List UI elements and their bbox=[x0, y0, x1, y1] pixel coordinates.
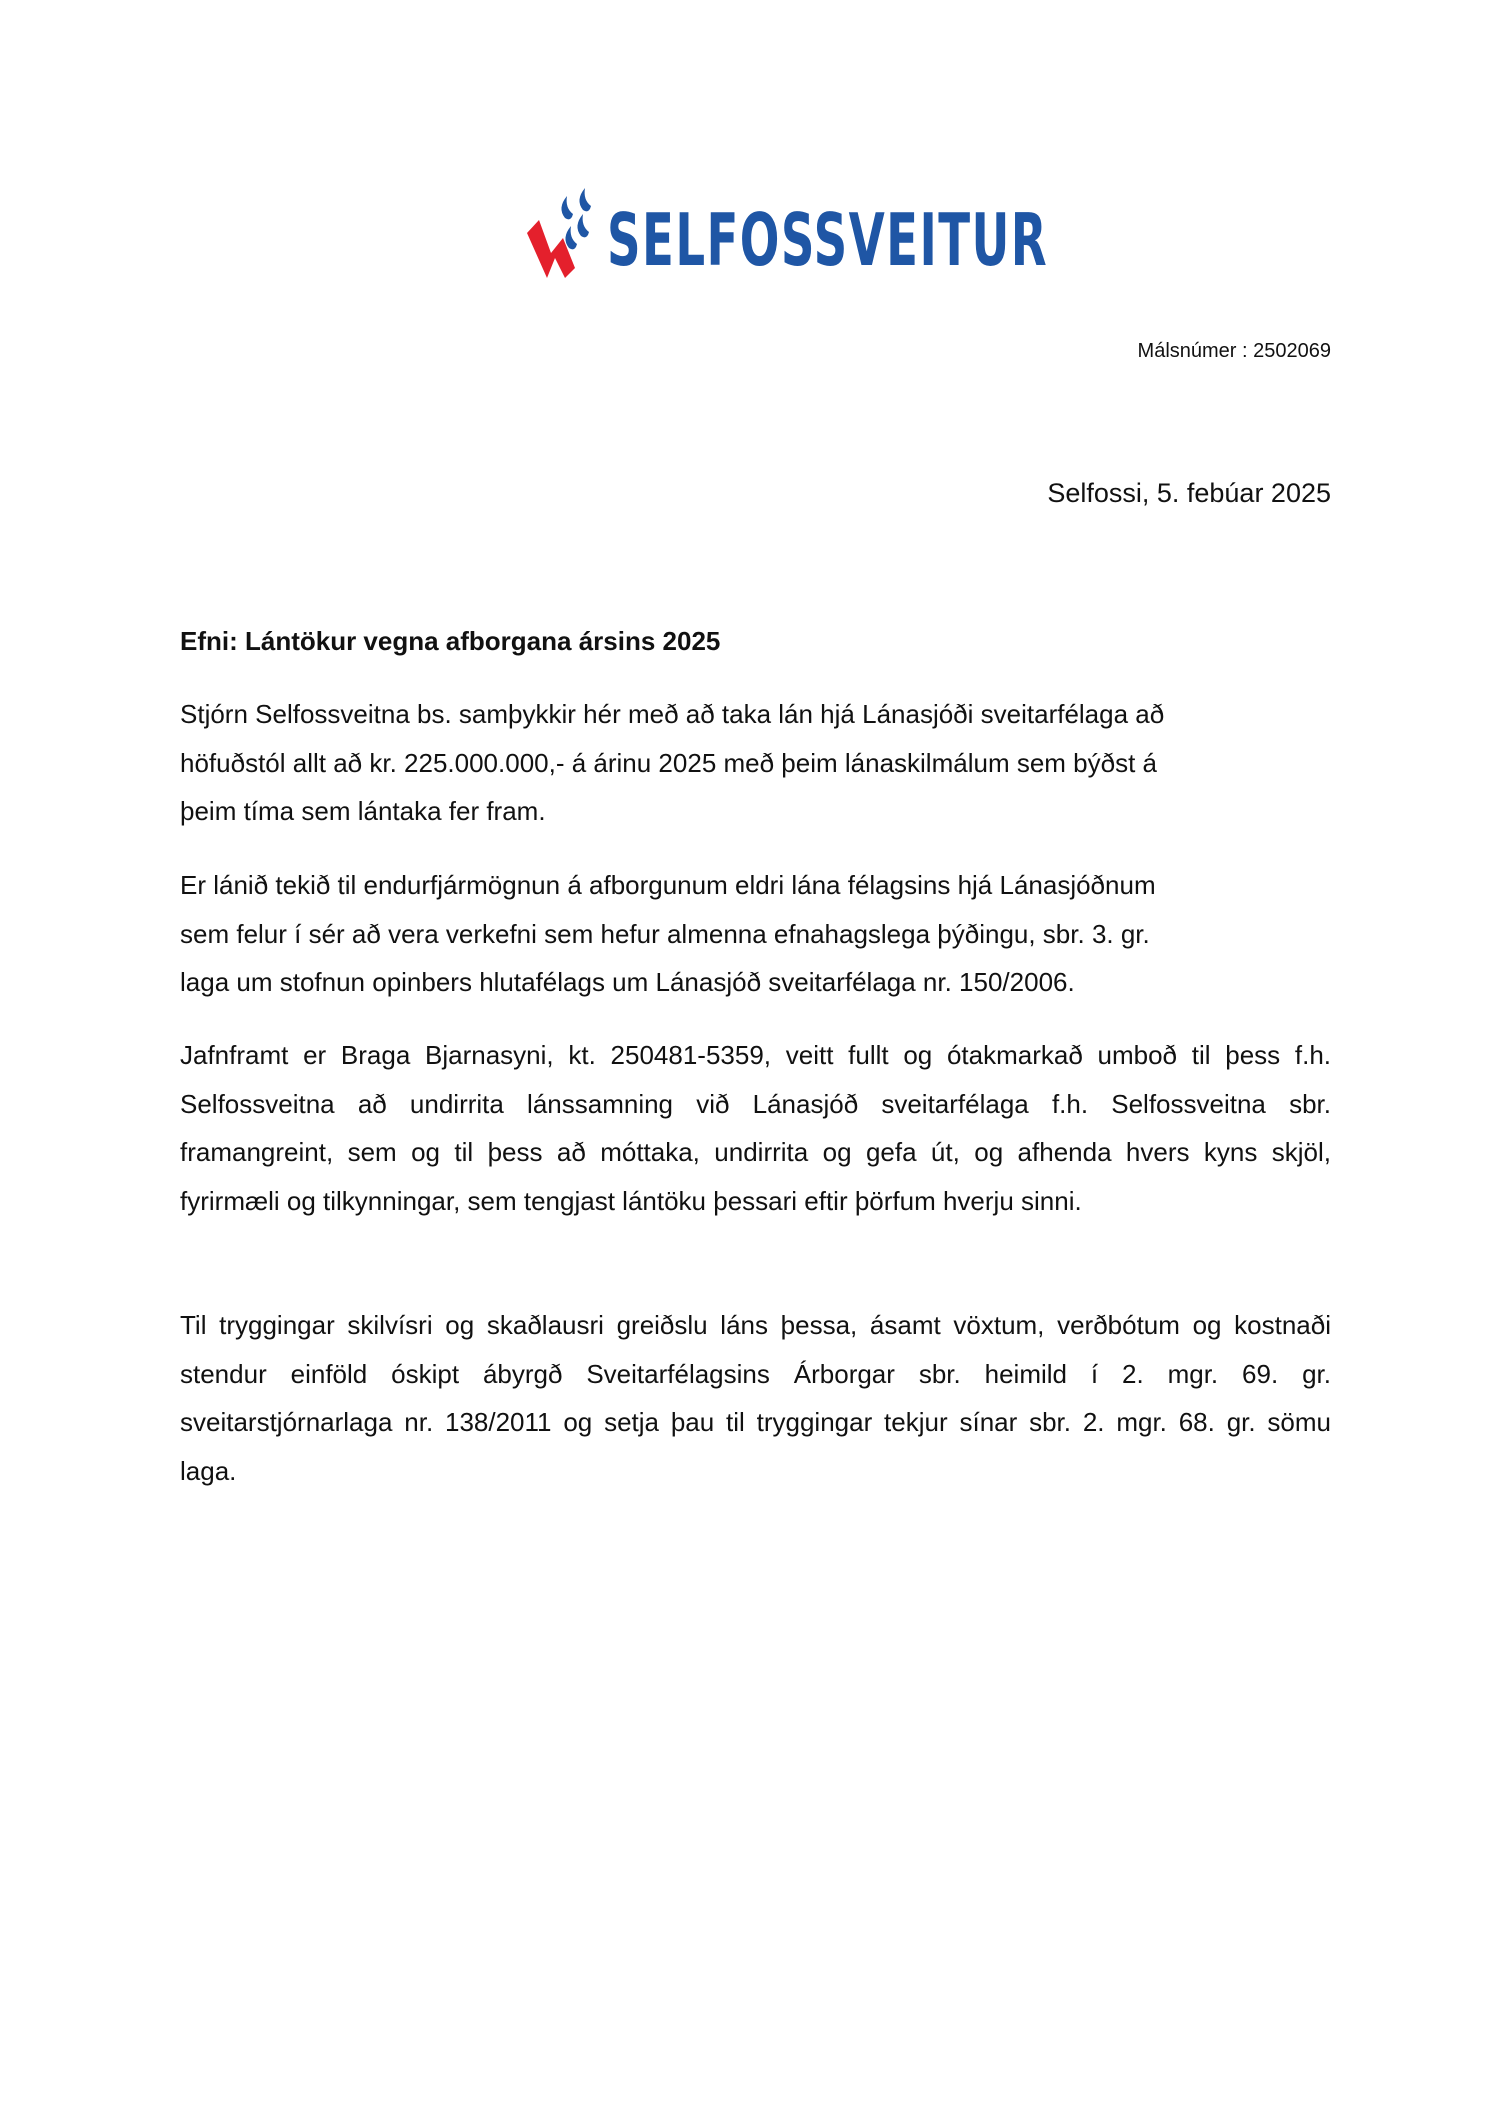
case-number: Málsnúmer : 2502069 bbox=[1137, 340, 1331, 362]
subject-heading: Efni: Lántökur vegna afborgana ársins 2025 bbox=[180, 626, 721, 656]
letter-date: Selfossi, 5. febúar 2025 bbox=[1047, 478, 1331, 508]
text-line: höfuðstól allt að kr. 225.000.000,- á árinu 2025 með þeim lánaskilmálum sem býðst á bbox=[180, 747, 1157, 778]
paragraph-2 bbox=[180, 861, 1331, 1007]
text-line: Til tryggingar skilvísri og skaðlausri greiðslu láns þessa, ásamt vöxtum, verðbótum og kostnaði bbox=[180, 1310, 1331, 1340]
text-line: laga um stofnun opinbers hlutafélags um Lánasjóð sveitarfélaga nr. 150/2006. bbox=[180, 967, 1075, 997]
selfossveitur-logo bbox=[525, 178, 1049, 298]
text-line: Jafnframt er Braga Bjarnasyni, kt. 250481-5359, veitt fullt og ótakmarkað umboð til þess f.h. bbox=[180, 1040, 1331, 1070]
text-line: sem felur í sér að vera verkefni sem hefur almenna efnahagslega þýðingu, sbr. 3. gr. bbox=[180, 918, 1150, 949]
text-line: Stjórn Selfossveitna bs. samþykkir hér með að taka lán hjá Lánasjóði sveitarfélaga að bbox=[180, 699, 1165, 729]
paragraph-4 bbox=[180, 1301, 1331, 1495]
text-line: Er lánið tekið til endurfjármögnun á afborgunum eldri lána félagsins hjá Lánasjóðnum bbox=[180, 870, 1156, 900]
paragraph-3 bbox=[180, 1031, 1331, 1225]
text-line: stendur einföld óskipt ábyrgð Sveitarfélagsins Árborgar sbr. heimild í 2. mgr. 69. gr. bbox=[180, 1358, 1331, 1389]
text-line: Selfossveitna að undirrita lánssamning við Lánasjóð sveitarfélaga f.h. Selfossveitna sbr. bbox=[180, 1088, 1331, 1119]
text-line: sveitarstjórnarlaga nr. 138/2011 og setja þau til tryggingar tekjur sínar sbr. 2. mgr. 68. gr. sömu bbox=[180, 1407, 1331, 1437]
paragraph-1 bbox=[180, 690, 1331, 836]
text-line: fyrirmæli og tilkynningar, sem tengjast lántöku þessari eftir þörfum hverju sinni. bbox=[180, 1185, 1082, 1216]
text-line: laga. bbox=[180, 1455, 237, 1486]
logo-text: SELFOSSVEITUR bbox=[607, 198, 1049, 282]
text-line: þeim tíma sem lántaka fer fram. bbox=[180, 796, 546, 826]
logo-mark-icon bbox=[525, 178, 615, 298]
text-line: framangreint, sem og til þess að móttaka, undirrita og gefa út, og afhenda hvers kyns skjöl, bbox=[180, 1137, 1331, 1167]
